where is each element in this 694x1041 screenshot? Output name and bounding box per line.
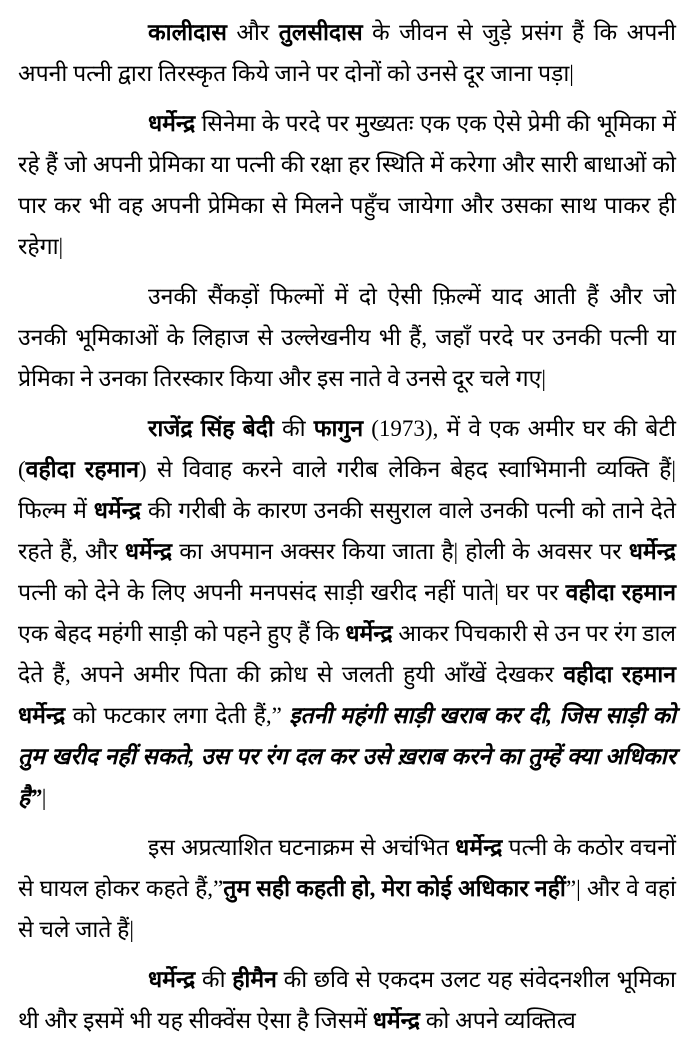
text-run: वहीदा रहमान (565, 580, 676, 605)
text-run: वहीदा रहमान धर्मेन्द्र (18, 662, 676, 728)
text-run: ”| और वे वहां से चले जाते हैं| (18, 876, 676, 942)
text-run: के जीवन से जुड़े प्रसंग हैं कि अपनी अपनी पत्नी द्वारा तिरस्कृत किये जाने पर दोनों को उनसे दूर जाना पड़ा| (18, 20, 676, 86)
text-run: इस अप्रत्याशित घटनाक्रम से अचंभित (148, 835, 456, 860)
text-run: धर्मेन्द्र (372, 1008, 420, 1033)
paragraph (18, 959, 676, 1041)
text-run: की छवि से एकदम उलट यह संवेदनशील भूमिका थी और इसमें भी यह सीक्वेंस ऐसा है जिसमें (18, 967, 676, 1033)
text-run: को अपने व्यक्तित्व (420, 1008, 576, 1033)
text-run: तुम सही कहती हो, मेरा कोई अधिकार नहीं (223, 876, 566, 901)
text-run: (1973), में वे एक अमीर घर की बेटी ( (18, 416, 676, 482)
text-run: का अपमान अक्सर किया जाता है| होली के अवसर पर (172, 539, 629, 564)
text-run: धर्मेन्द्र (148, 111, 196, 136)
text-run: वहीदा रहमान (25, 457, 140, 482)
paragraph (18, 12, 676, 94)
text-run: की (273, 416, 314, 441)
text-run: सिनेमा के परदे पर मुख्यतः एक एक ऐसे प्रेमी की भूमिका में रहे हैं जो अपनी प्रेमिका या पत्नी की रक्षा हर स्थिति में करेगा और सारी बाधाओं को पार कर भी वह अपनी प्रेमिका से मिलने पहुँच जायेगा और उसका साथ पाकर ही रहेगा| (18, 111, 676, 259)
text-run: धर्मेन्द्र (148, 967, 196, 992)
text-run: हीमैन (232, 967, 277, 992)
text-run: की गरीबी के कारण उनकी ससुराल वाले उनकी पत्नी को ताने देते रहते हैं, और (18, 498, 676, 564)
text-run: और (226, 20, 279, 45)
text-run: पत्नी के कठोर वचनों से घायल होकर कहते हैं,” (18, 835, 676, 901)
text-run: कालीदास (148, 20, 227, 45)
text-run: धर्मेन्द्र (628, 539, 676, 564)
text-run: इतनी महंगी साड़ी खराब कर दी, जिस साड़ी को तुम खरीद नहीं सकते, उस पर रंग दल कर उसे ख़राब करने का तुम्हें क्या अधिकार है” (18, 703, 676, 810)
text-run: की (195, 967, 233, 992)
text-run: धर्मेन्द्र (345, 621, 393, 646)
text-run: को फटकार लगा देती हैं,” (65, 703, 290, 728)
text-run: फागुन (313, 416, 364, 441)
text-run: धर्मेन्द्र (455, 835, 503, 860)
text-run: उनकी सैंकड़ों फिल्मों में दो ऐसी फ़िल्में याद आती हैं और जो उनकी भूमिकाओं के लिहाज से उल्लेखनीय भी हैं, जहाँ परदे पर उनकी पत्नी या प्रेमिका ने उनका तिरस्कार किया और इस नाते वे उनसे दूर चले गए| (18, 284, 676, 391)
paragraph (18, 408, 676, 818)
text-run: | (41, 785, 47, 810)
paragraph (18, 103, 676, 267)
text-run: आकर पिचकारी से उन पर रंग डाल देते हैं, अपने अमीर पिता की क्रोध से जलती हुयी आँखें देखकर (18, 621, 677, 687)
text-run: एक बेहद महंगी साड़ी को पहने हुए हैं कि (18, 621, 346, 646)
text-run: ) से विवाह करने वाले गरीब लेकिन बेहद स्वाभिमानी व्यक्ति हैं| फिल्म में (18, 457, 676, 523)
text-run: तुलसीदास (278, 20, 363, 45)
paragraph (18, 827, 676, 950)
text-run: धर्मेन्द्र (124, 539, 173, 564)
text-run: धर्मेन्द्र (93, 498, 142, 523)
text-run: राजेंद्र सिंह बेदी (148, 416, 274, 441)
paragraph (18, 276, 676, 399)
text-run: पत्नी को देने के लिए अपनी मनपसंद साड़ी खरीद नहीं पाते| घर पर (18, 580, 566, 605)
